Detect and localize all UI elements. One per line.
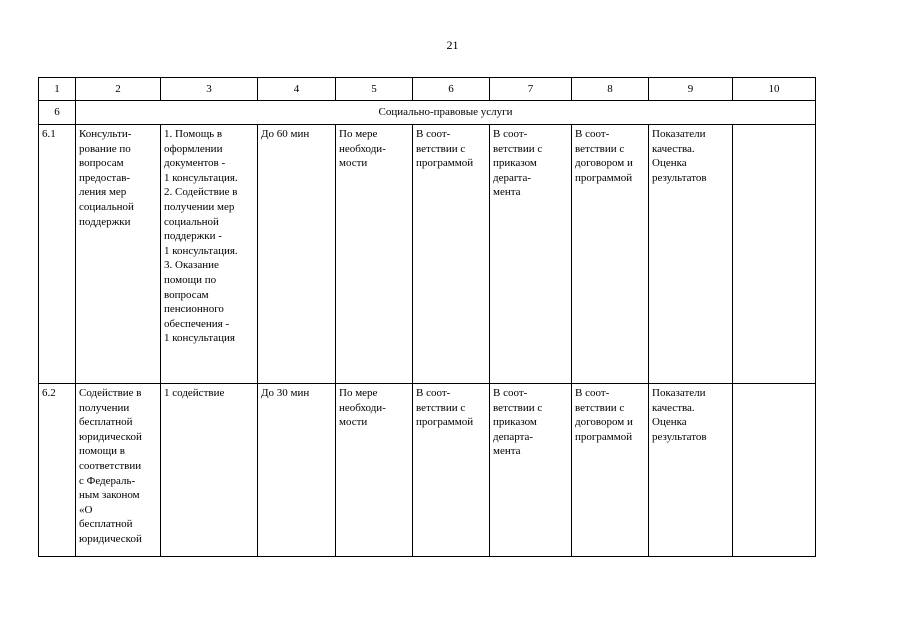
service-periodicity: По мере необходи- мости [336, 125, 413, 384]
section-number: 6 [39, 101, 76, 125]
column-header: 8 [572, 78, 649, 101]
column-header: 7 [490, 78, 572, 101]
service-rates: В соот- ветствии с приказом деparта- мента [490, 125, 572, 384]
service-time: До 60 мин [258, 125, 336, 384]
column-header: 10 [733, 78, 816, 101]
column-header: 2 [76, 78, 161, 101]
section-row [39, 101, 816, 125]
column-number-row [39, 78, 816, 101]
service-volume: 1 содействие [161, 384, 258, 557]
service-name: Консульти- рование по вопросам предостав- ления мер социальной поддержки [76, 125, 161, 384]
service-quality: Показатели качества. Оценка результатов [649, 384, 733, 557]
service-number: 6.1 [39, 125, 76, 384]
column-header: 4 [258, 78, 336, 101]
service-time: До 30 мин [258, 384, 336, 557]
service-rates: В соот- ветствии с приказом департа- мента [490, 384, 572, 557]
column-header: 6 [413, 78, 490, 101]
service-volume: 1. Помощь в оформлении документов - 1 консультация. 2. Содействие в получении мер социальной поддержки - 1 консультация. 3. Оказание помощи по вопросам пенсионного обеспечения - 1 консультация [161, 125, 258, 384]
service-payment: В соот- ветствии с договором и программой [572, 384, 649, 557]
service-periodicity: По мере необходи- мости [336, 384, 413, 557]
page-number: 21 [446, 38, 459, 52]
service-quality: Показатели качества. Оценка результатов [649, 125, 733, 384]
service-col10 [733, 125, 816, 384]
table-row [39, 125, 816, 384]
service-terms: В соот- ветствии с программой [413, 384, 490, 557]
services-table [38, 77, 816, 557]
service-terms: В соот- ветствии с программой [413, 125, 490, 384]
column-header: 3 [161, 78, 258, 101]
service-payment: В соот- ветствии с договором и программой [572, 125, 649, 384]
column-header: 5 [336, 78, 413, 101]
service-name: Содействие в получении бесплатной юридической помощи в соответствии с Федераль- ным законом «О бесплатной юридической [76, 384, 161, 557]
table-row [39, 384, 816, 557]
section-title: Социально-правовые услуги [76, 101, 816, 125]
column-header: 9 [649, 78, 733, 101]
column-header: 1 [39, 78, 76, 101]
service-number: 6.2 [39, 384, 76, 557]
service-col10 [733, 384, 816, 557]
